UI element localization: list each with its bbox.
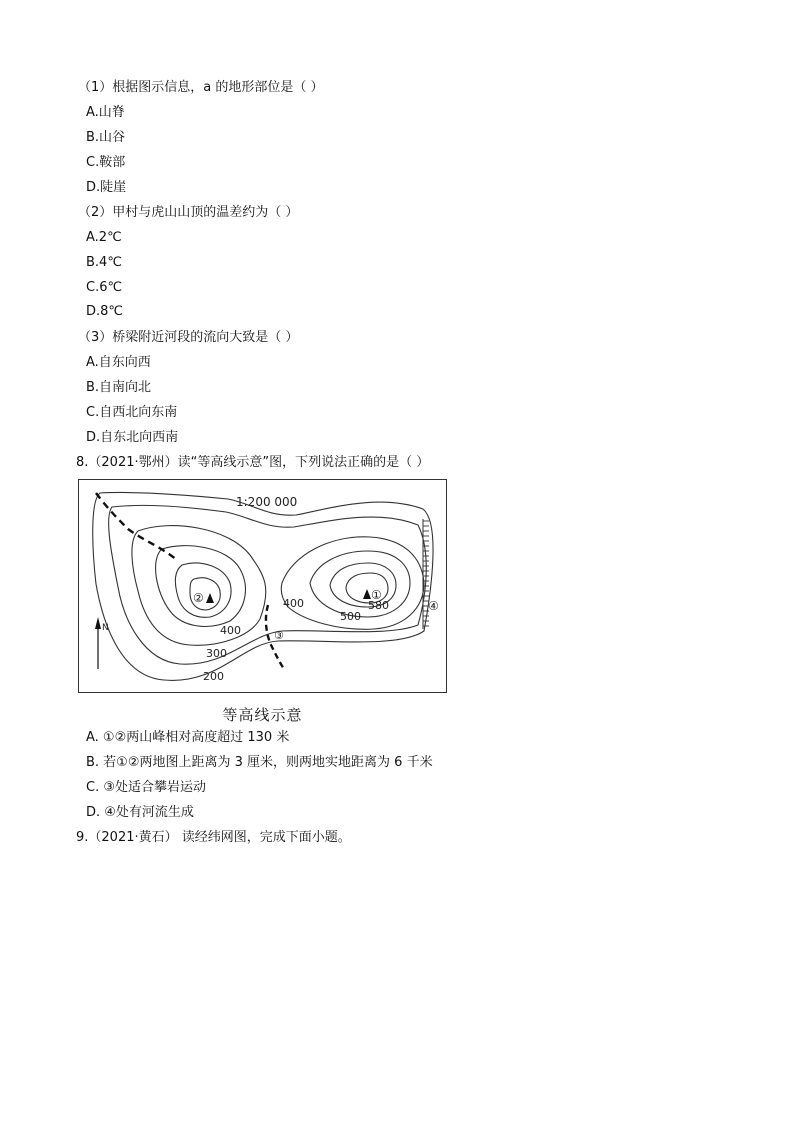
q3-option-b: B.自南向北 xyxy=(86,380,152,395)
contour-label-400-west: 400 xyxy=(220,624,241,637)
q8-option-b: B. 若①②两地图上距离为 3 厘米，则两地实地距离为 6 千米 xyxy=(86,755,433,770)
contour-label-580: 580 xyxy=(368,599,389,612)
q3-option-c: C.自西北向东南 xyxy=(86,405,178,420)
q3-stem: （3）桥梁附近河段的流向大致是（ ） xyxy=(78,330,299,345)
contour-label-300: 300 xyxy=(206,647,227,660)
contour-map-svg xyxy=(78,479,447,693)
contour-label-500: 500 xyxy=(340,610,361,623)
q2-stem: （2）甲村与虎山山顶的温差约为（ ） xyxy=(78,205,299,220)
marker-1: ① xyxy=(371,588,382,602)
map-caption: 等高线示意 xyxy=(222,706,303,724)
q8-stem: 8.（2021·鄂州）读“等高线示意”图，下列说法正确的是（ ） xyxy=(76,455,430,470)
q1-option-c: C.鞍部 xyxy=(86,155,126,170)
q2-option-b: B.4℃ xyxy=(86,255,122,270)
q2-option-d: D.8℃ xyxy=(86,304,124,319)
marker-3: ③ xyxy=(274,629,284,642)
q1-stem: （1）根据图示信息，a 的地形部位是（ ） xyxy=(78,80,324,95)
q2-option-c: C.6℃ xyxy=(86,280,123,295)
q2-option-a: A.2℃ xyxy=(86,230,122,245)
contour-label-400-east: 400 xyxy=(283,597,304,610)
map-frame xyxy=(79,480,447,693)
contour-map xyxy=(78,479,447,693)
contour-label-200: 200 xyxy=(203,670,224,683)
marker-2: ② xyxy=(193,591,204,605)
q9-stem: 9.（2021·黄石） 读经纬网图，完成下面小题。 xyxy=(76,830,351,845)
q1-option-d: D.陡崖 xyxy=(86,180,127,195)
q1-option-b: B.山谷 xyxy=(86,130,126,145)
q3-option-d: D.自东北向西南 xyxy=(86,430,179,445)
map-scale: 1:200 000 xyxy=(236,495,298,509)
q8-option-a: A. ①②两山峰相对高度超过 130 米 xyxy=(86,730,290,745)
q8-option-d: D. ④处有河流生成 xyxy=(86,805,194,820)
marker-4: ④ xyxy=(428,599,439,613)
q8-option-c: C. ③处适合攀岩运动 xyxy=(86,780,206,795)
q1-option-a: A.山脊 xyxy=(86,105,125,120)
north-label: N xyxy=(102,623,109,633)
q3-option-a: A.自东向西 xyxy=(86,355,151,370)
